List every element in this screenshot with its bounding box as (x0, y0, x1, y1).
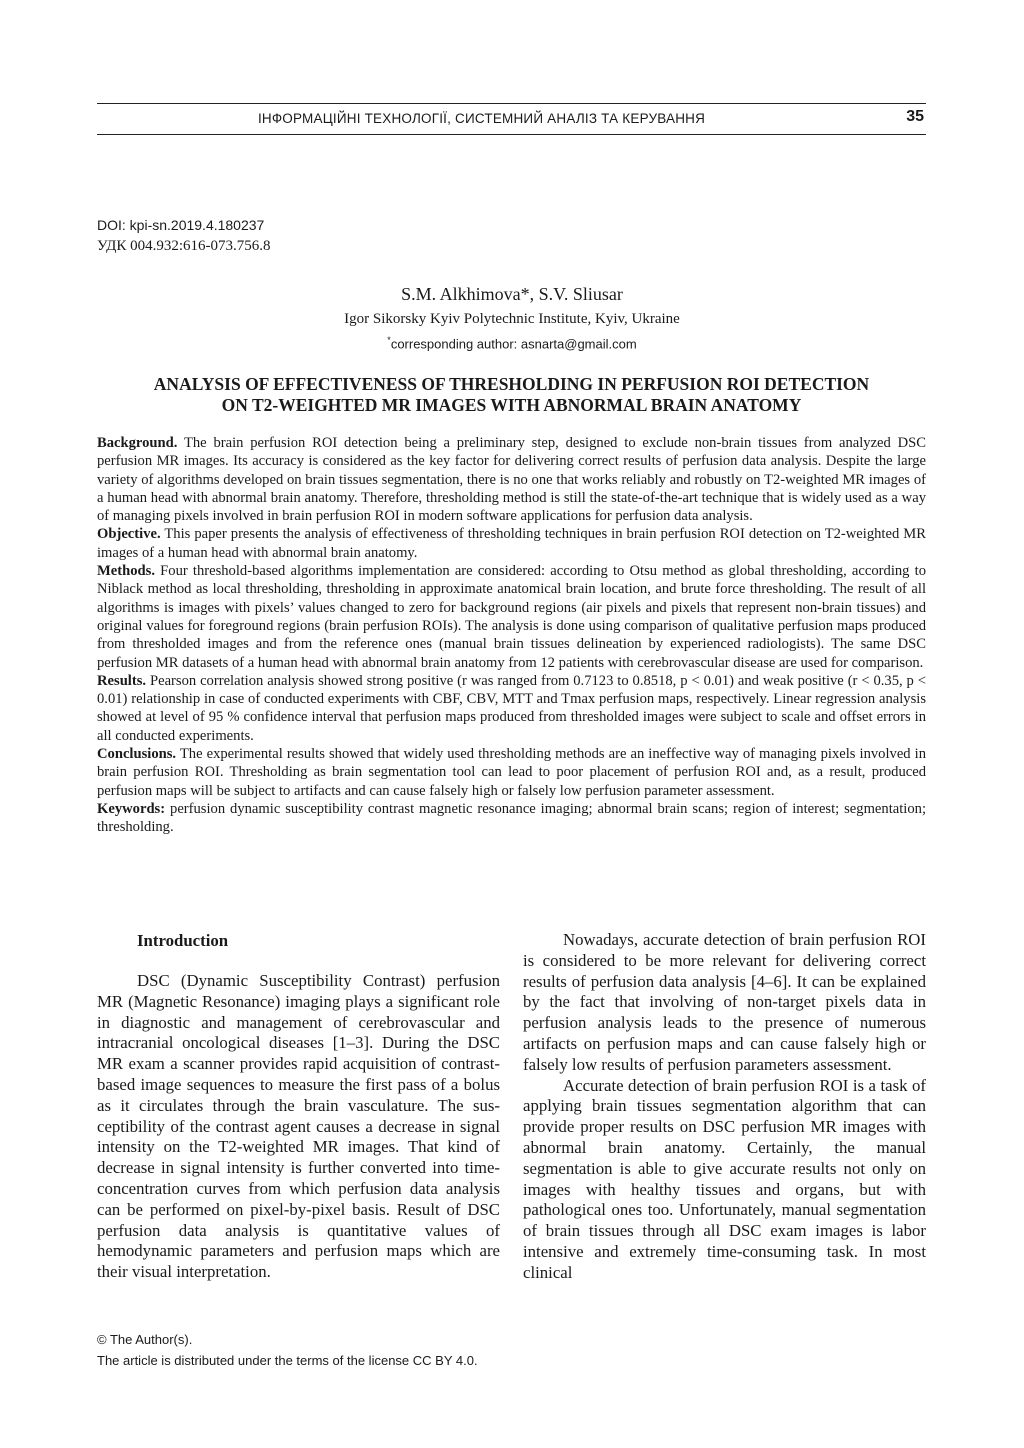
background-label: Background. (97, 435, 178, 451)
methods-label: Methods. (97, 563, 155, 580)
article-title (97, 374, 926, 416)
abstract-methods (97, 562, 926, 672)
background-text: The brain perfusion ROI detection being a preliminary step, designed to exclude non-brain tissues from analyzed DSC perfusion MR images. Its accuracy is considered as the key factor for delivering correct results of perfusion data analysis. Despite the large variety of algorithms developed on brain tissues segmentation, there is no one that works reliably and robustly on T2-weighted MR images of a human head with abnormal brain anatomy. Therefore, thresholding method is still the state-of-the-art technique that is widely used as a way of managing pixels involved in brain perfusion ROI in modern software applications for perfusion data analysis. (97, 435, 926, 525)
introduction-heading: Introduction (137, 931, 229, 950)
copyright-notice: © The Author(s). (97, 1332, 193, 1347)
abstract-objective (97, 525, 926, 562)
abstract-results (97, 672, 926, 745)
abstract-conclusions (97, 745, 926, 800)
author-names: S.M. Alkhimova*, S.V. Sliusar (401, 284, 623, 304)
results-text: Pearson correlation analysis showed strong positive (r was ranged from 0.7123 to 0.8518, p < 0.01) and weak positive (r < 0.35, p < 0.01) relationship in case of conducted experiments with CBF, CBV, MTT and Tmax perfusion maps, respectively. Linear regression analysis showed at level of 95 % confidence interval that perfusion maps produced from thresholded images were subject to scale and offset errors in all conducted experiments. (97, 672, 926, 744)
license-notice: The article is distributed under the terms of the license CC BY 4.0. (97, 1353, 478, 1368)
footnote (97, 1329, 478, 1371)
doi: DOI: kpi-sn.2019.4.180237 (97, 217, 265, 233)
keywords-label: Keywords: (97, 800, 166, 817)
title-line-1: ANALYSIS OF EFFECTIVENESS OF THRESHOLDING IN PERFUSION ROI DETECTION (153, 374, 870, 394)
author-affiliation: Igor Sikorsky Kyiv Polytechnic Institute, Kyiv, Ukraine (344, 311, 680, 327)
corresponding-mark: * (387, 335, 391, 345)
corresponding-author (0, 335, 1024, 351)
right-paragraph-1: Nowadays, accurate detection of brain perfusion ROI is considered to be more relevant for delivering correct results of perfusion data analysis [4–6]. It can be explained by the fact that involving of non-target pixels data in perfusion analysis leads to the presence of numerous artifacts on perfusion maps and can cause falsely high or falsely low results of perfusion parameters assessment. (523, 930, 926, 1074)
conclusions-label: Conclusions. (97, 746, 177, 763)
results-label: Results. (97, 672, 147, 689)
left-column (97, 930, 500, 1283)
objective-text: This paper presents the analysis of effectiveness of thresholding techniques in brain perfusion ROI detection on T2-weighted MR images of a human head with abnormal brain anatomy. (97, 526, 926, 561)
udk-code: УДК 004.932:616-073.756.8 (97, 238, 271, 254)
keywords-text: perfusion dynamic susceptibility contrast magnetic resonance imaging; abnormal brain scans; region of interest; segmentation; thresholding. (97, 800, 926, 836)
journal-title: ІНФОРМАЦІЙНІ ТЕХНОЛОГІЇ, СИСТЕМНИЙ АНАЛІЗ ТА КЕРУВАННЯ (257, 111, 706, 126)
title-line-2: ON T2-WEIGHTED MR IMAGES WITH ABNORMAL BRAIN ANATOMY (221, 395, 802, 415)
objective-label: Objective. (97, 526, 161, 543)
abstract-keywords (97, 800, 926, 837)
running-header (97, 103, 926, 135)
left-paragraph-1: DSC (Dynamic Susceptibility Contrast) perfusion MR (Magnetic Resonance) imaging plays a significant role in diagnostic and management of cerebrovascular and intracranial oncological diseases [1–3]. During the DSC MR exam a scanner provides rapid acquisition of contrast-based image sequences to measure the first pass of a bolus as it circulates through the brain vasculature. The susceptibility of the contrast agent causes a decrease in signal intensity on the T2-weighted MR images. That kind of decrease in signal intensity is further converted into time-concentration curves from which perfusion data analysis can be performed on pixel-by-pixel basis. Result of DSC perfusion data analysis is quantitative values of hemodynamic parameters and perfusion maps which are their visual interpretation. (97, 971, 500, 1282)
conclusions-text: The experimental results showed that widely used thresholding methods are an ineffective way of managing pixels involved in brain perfusion ROI. Thresholding as brain segmentation tool can lead to poor placement of perfusion ROI and, as a result, produced perfusion maps will be subject to artifacts and can cause falsely high or falsely low perfusion parameter assessment. (97, 746, 926, 799)
methods-text: Four threshold-based algorithms implementation are considered: according to Otsu method as global thresholding, according to Niblack method as local thresholding, thresholding in approximate anatomical brain location, and brute force thresholding. The result of all algorithms is images with pixels’ values changed to zero for background regions (air pixels and pixels that represent non-brain tissues) and original values for foreground regions (brain perfusion ROIs). The analysis is done using comparison of qualitative perfusion maps produced from thresholded images and from the reference ones (manual brain tissues delineation by experienced radiologists). The same DSC perfusion MR datasets of a human head with abnormal brain anatomy from 12 patients with cerebrovascular disease are used for comparison. (97, 563, 926, 671)
abstract-background (97, 434, 926, 525)
right-column (523, 930, 926, 1284)
corresponding-author-text: corresponding author: asnarta@gmail.com (390, 336, 637, 352)
page-number: 35 (906, 108, 924, 125)
abstract (97, 434, 926, 837)
right-paragraph-2: Accurate detection of brain perfusion ROI is a task of applying brain tissues segmentation algorithm that can provide proper results on DSC perfusion MR images with abnormal brain anatomy. Certainly, the manual segmentation is able to give accurate results not only on images with healthy tissues and organs, but with pathological ones too. Unfortunately, manual segmentation of brain tissues through all DSC exam images is labor intensive and extremely time-consuming task. In most clinical (523, 1075, 926, 1282)
